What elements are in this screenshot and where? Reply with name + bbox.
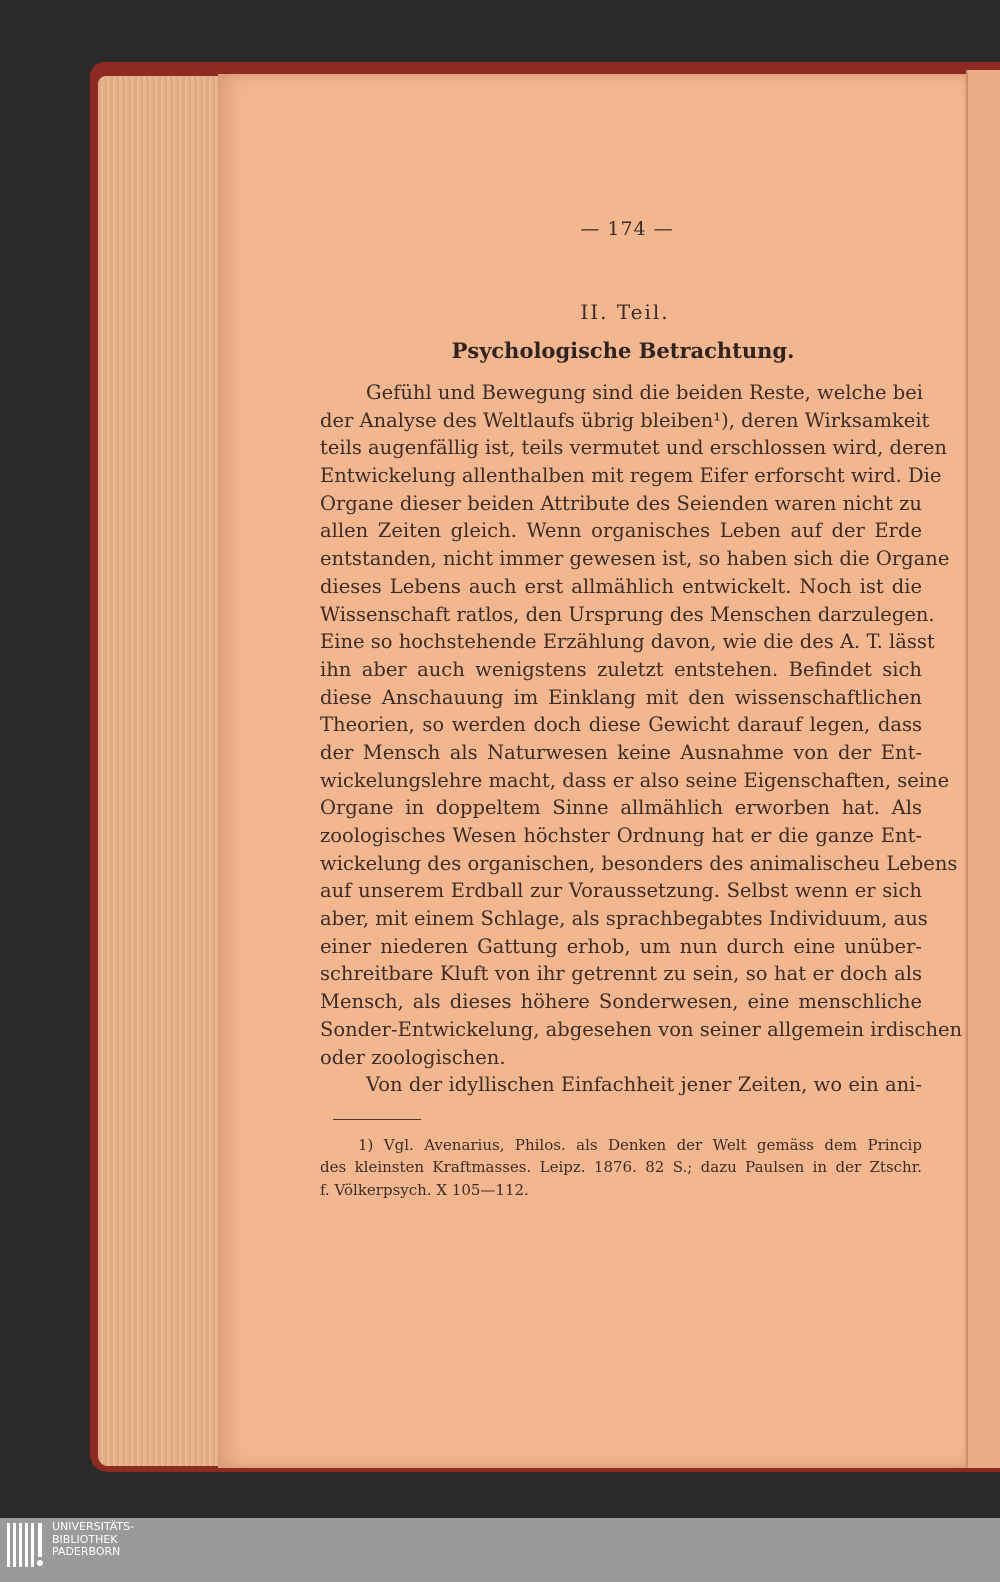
page-number: — 174 — <box>580 218 674 240</box>
footnote-line: des kleinsten Kraftmasses. Leipz. 1876. 82 S.; dazu Paulsen in der Ztschr. <box>320 1158 922 1177</box>
text-line: Mensch, als dieses höhere Sonderwesen, eine menschliche <box>320 990 922 1014</box>
text-line: Eine so hochstehende Erzählung davon, wie die des A. T. lässt <box>320 630 935 654</box>
text-line: zoologisches Wesen höchster Ordnung hat er die ganze Ent- <box>320 824 922 847</box>
page-edges <box>98 76 228 1466</box>
text-line: wickelungslehre macht, dass er also seine Eigenschaften, seine <box>320 768 950 792</box>
body-text <box>320 379 963 1099</box>
text-line: diese Anschauung im Einklang mit den wissenschaftlichen <box>320 685 922 709</box>
library-stripes-logo <box>6 1521 44 1568</box>
text-line: auf unserem Erdball zur Voraussetzung. Selbst wenn er sich <box>320 879 922 903</box>
text-line: Organe dieser beiden Attribute des Seienden waren nicht zu <box>320 491 922 515</box>
text-line: wickelung des organischen, besonders des animalischeu Lebens <box>320 851 958 875</box>
text-line: einer niederen Gattung erhob, um nun durch eine unüber- <box>320 934 922 958</box>
text-line: oder zoologischen. <box>320 1045 506 1069</box>
facing-page-edge <box>966 70 1000 1468</box>
text-line: Entwickelung allenthalben mit regem Eifer erforscht wird. Die <box>320 464 942 488</box>
footnote-line: 1) Vgl. Avenarius, Philos. als Denken der Welt gemäss dem Princip <box>358 1136 922 1154</box>
text-line: Von der idyllischen Einfachheit jener Zeiten, wo ein ani- <box>366 1073 922 1097</box>
text-line: Organe in doppeltem Sinne allmählich erworben hat. Als <box>320 796 922 820</box>
text-line: dieses Lebens auch erst allmählich entwickelt. Noch ist die <box>320 574 922 598</box>
text-line: allen Zeiten gleich. Wenn organisches Leben auf der Erde <box>320 519 922 543</box>
text-line: Gefühl und Bewegung sind die beiden Reste, welche bei <box>366 381 923 404</box>
footnote-divider <box>333 1119 421 1120</box>
text-line: entstanden, nicht immer gewesen ist, so haben sich die Organe <box>320 547 950 571</box>
text-line: Theorien, so werden doch diese Gewicht darauf legen, dass <box>320 713 922 737</box>
text-line: aber, mit einem Schlage, als sprachbegabtes Individuum, aus <box>320 907 928 931</box>
footnote-line: f. Völkerpsych. X 105—112. <box>320 1180 529 1199</box>
part-heading: II. Teil. <box>580 300 670 324</box>
text-line: schreitbare Kluft von ihr getrennt zu sein, so hat er doch als <box>320 962 922 986</box>
text-line: ihn aber auch wenigstens zuletzt entstehen. Befindet sich <box>320 657 922 681</box>
text-line: der Analyse des Weltlaufs übrig bleiben¹), deren Wirksamkeit <box>320 408 930 432</box>
library-footer-bar <box>0 1518 1000 1582</box>
footnotes <box>320 1134 922 1201</box>
section-title: Psychologische Betrachtung. <box>451 338 795 363</box>
library-name: UNIVERSITÄTS- BIBLIOTHEK PADERBORN <box>52 1520 135 1558</box>
text-line: der Mensch als Naturwesen keine Ausnahme von der Ent- <box>320 740 922 764</box>
text-line: teils augenfällig ist, teils vermutet und erschlossen wird, deren <box>320 436 947 460</box>
text-line: Wissenschaft ratlos, den Ursprung des Menschen darzulegen. <box>320 602 935 626</box>
text-line: Sonder-Entwickelung, abgesehen von seiner allgemein irdischen <box>320 1017 963 1041</box>
